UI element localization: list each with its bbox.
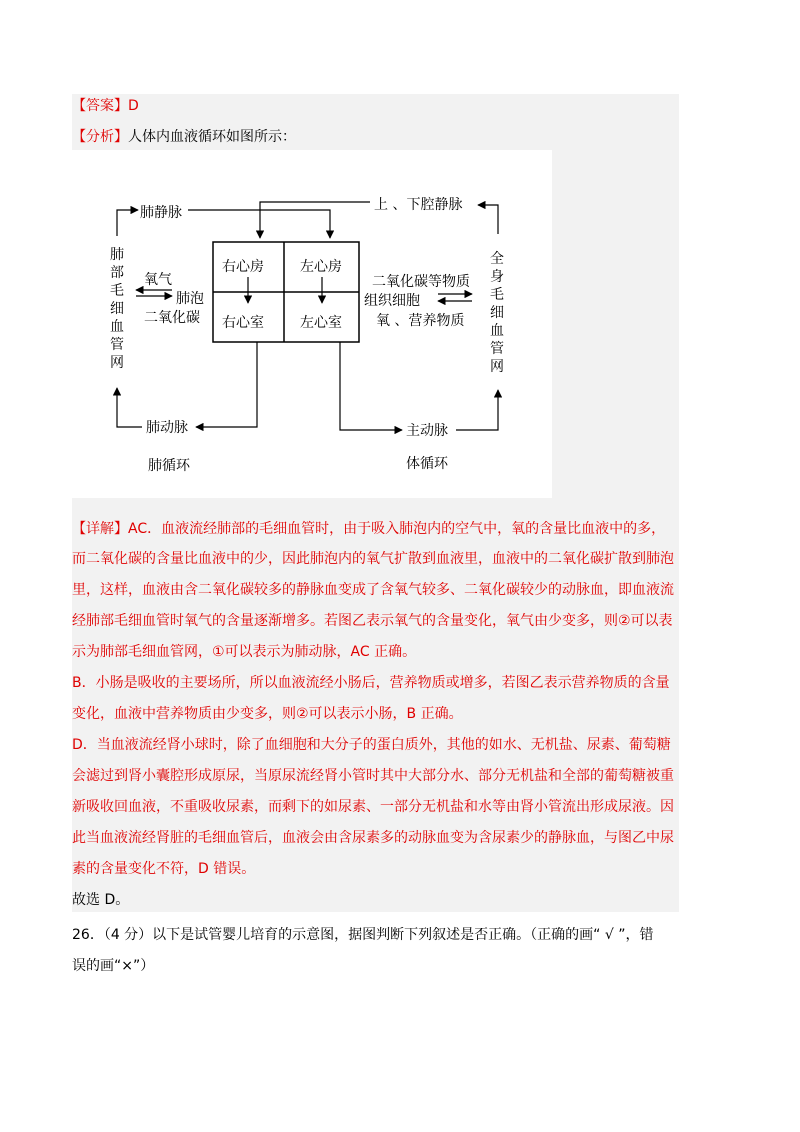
detail-line-6: 变化，血液中营养物质由少变多，则②可以表示小肠，B 正确。 bbox=[72, 706, 463, 722]
svg-text:管: 管 bbox=[490, 341, 504, 357]
pulmonary-artery-label: 肺动脉 bbox=[146, 420, 188, 436]
blood-circulation-diagram bbox=[72, 150, 552, 498]
left-ventricle-label: 左心室 bbox=[300, 315, 342, 331]
svg-text:血: 血 bbox=[490, 323, 504, 339]
answer-label: 【答案】 bbox=[72, 98, 128, 114]
detail-text-0: AC．血液流经肺部的毛细血管时，由于吸入肺泡内的空气中，氧的含量比血液中的多， bbox=[128, 521, 666, 537]
pulmonary-vein-label: 肺静脉 bbox=[140, 205, 182, 221]
oxygen-nutrients-label: 氧 、营养物质 bbox=[376, 313, 465, 329]
svg-text:细: 细 bbox=[110, 301, 124, 317]
detail-line-1: 而二氧化碳的含量比血液中的少，因此肺泡内的氧气扩散到血液里，血液中的二氧化碳扩散到肺泡 bbox=[72, 551, 674, 567]
analysis-line bbox=[72, 127, 296, 147]
detail-line-3: 经肺部毛细血管时氧气的含量逐渐增多。若图乙表示氧气的含量变化，氧气由少变多，则②可以表 bbox=[72, 613, 673, 629]
pulmonary-circulation-label: 肺循环 bbox=[148, 458, 190, 474]
co2-etc-label: 二氧化碳等物质 bbox=[372, 274, 470, 290]
svg-text:网: 网 bbox=[490, 359, 504, 375]
tissue-cells-label: 组织细胞 bbox=[364, 293, 420, 309]
svg-text:毛: 毛 bbox=[490, 287, 504, 303]
rv-to-pulmonary-artery bbox=[196, 342, 257, 427]
right-atrium-label: 右心房 bbox=[222, 259, 264, 275]
vena-cava-arrow-in bbox=[478, 205, 498, 234]
conclusion-line: 故选 D。 bbox=[72, 892, 130, 908]
svg-text:毛: 毛 bbox=[110, 283, 124, 299]
pulmonary-vein-arrow-in bbox=[117, 210, 138, 236]
question-line-1: 26．（4 分）以下是试管婴儿培育的示意图，据图判断下列叙述是否正确。（正确的画“ √ ”，错 bbox=[72, 927, 654, 943]
detail-line-7: D．当血液流经肾小球时，除了血细胞和大分子的蛋白质外，其他的如水、无机盐、尿素、葡萄糖 bbox=[72, 737, 671, 753]
lv-to-aorta bbox=[340, 342, 402, 430]
lung-capillary-label bbox=[110, 246, 124, 371]
body-capillary-label bbox=[490, 251, 504, 375]
pulmonary-vein-to-left-atrium bbox=[188, 210, 330, 238]
detail-line-8: 会滤过到肾小囊腔形成原尿，当原尿流经肾小管时其中大部分水、部分无机盐和全部的葡萄糖被重 bbox=[72, 768, 674, 784]
detail-line-10: 此当血液流经肾脏的毛细血管后，血液会由含尿素多的动脉血变为含尿素少的静脉血，与图乙中尿 bbox=[72, 830, 674, 846]
co2-label: 二氧化碳 bbox=[144, 310, 200, 326]
analysis-text: 人体内血液循环如图所示： bbox=[128, 129, 296, 145]
question-line-2: 误的画“×”） bbox=[72, 958, 155, 974]
pulmonary-artery-to-lung bbox=[117, 388, 142, 427]
detail-line-11: 素的含量变化不符，D 错误。 bbox=[72, 861, 256, 877]
svg-text:网: 网 bbox=[110, 355, 124, 371]
detail-line-5: B．小肠是吸收的主要场所，所以血液流经小肠后，营养物质或增多，若图乙表示营养物质的含量 bbox=[72, 675, 670, 691]
alveoli-label: 肺泡 bbox=[176, 291, 204, 307]
oxygen-label: 氧气 bbox=[144, 272, 172, 288]
answer-line bbox=[72, 96, 139, 116]
svg-text:身: 身 bbox=[490, 269, 504, 285]
svg-text:肺: 肺 bbox=[110, 247, 124, 263]
detail-line-2: 里，这样，血液由含二氧化碳较多的静脉血变成了含氧气较多、二氧化碳较少的动脉血，即血液流 bbox=[72, 582, 674, 598]
circulation-svg bbox=[72, 150, 552, 498]
answer-value: D bbox=[128, 98, 139, 114]
detail-line-4: 示为肺部毛细血管网，①可以表示为肺动脉，AC 正确。 bbox=[72, 644, 417, 660]
detail-label: 【详解】 bbox=[72, 521, 128, 537]
aorta-label: 主动脉 bbox=[406, 423, 448, 439]
left-atrium-label: 左心房 bbox=[300, 259, 342, 275]
svg-text:部: 部 bbox=[110, 265, 124, 281]
analysis-label: 【分析】 bbox=[72, 129, 128, 145]
vena-cava-label: 上 、下腔静脉 bbox=[374, 197, 463, 213]
right-ventricle-label: 右心室 bbox=[222, 315, 264, 331]
svg-text:管: 管 bbox=[110, 337, 124, 353]
detail-line-0 bbox=[72, 519, 665, 539]
svg-text:血: 血 bbox=[110, 319, 124, 335]
systemic-circulation-label: 体循环 bbox=[406, 456, 448, 472]
aorta-to-body bbox=[456, 390, 498, 430]
detail-line-9: 新吸收回血液，不重吸收尿素，而剩下的如尿素、一部分无机盐和水等由肾小管流出形成尿液。因 bbox=[72, 799, 674, 815]
svg-text:全: 全 bbox=[490, 251, 504, 267]
vena-cava-to-right-atrium bbox=[260, 202, 370, 238]
svg-text:细: 细 bbox=[490, 305, 504, 321]
